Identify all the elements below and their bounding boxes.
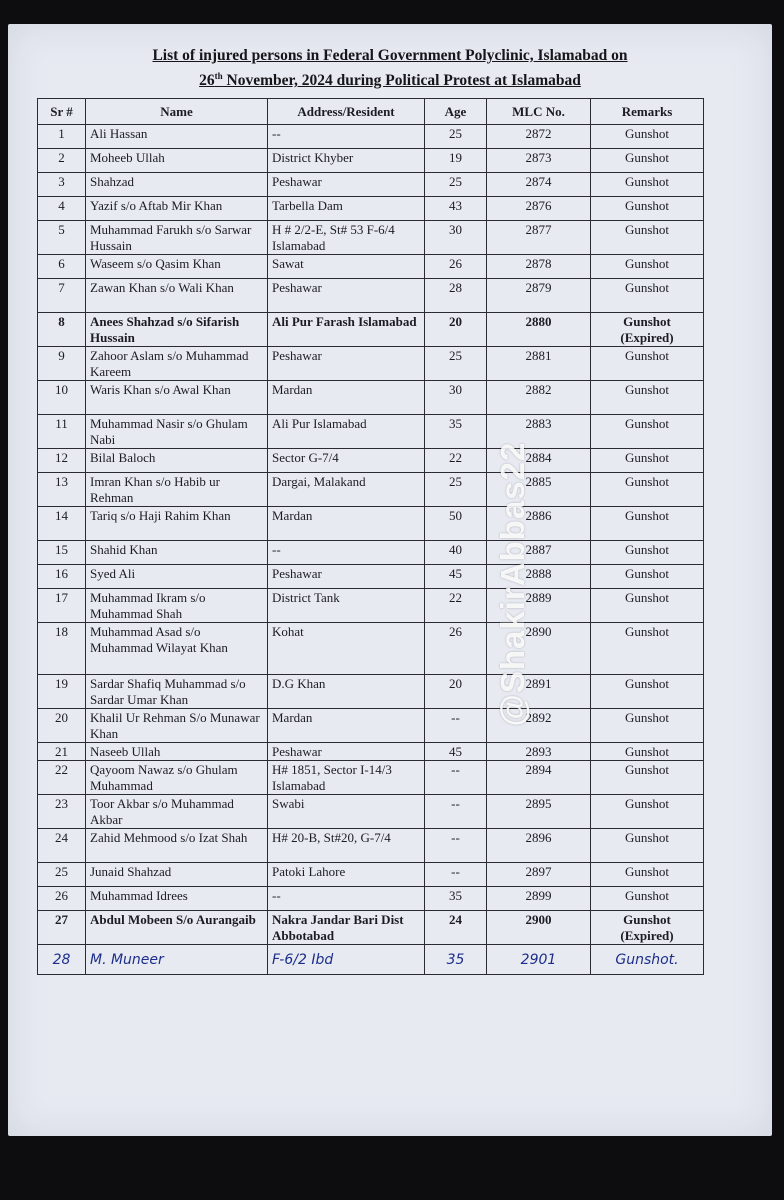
cell-age: -- xyxy=(425,761,487,795)
cell-age: 25 xyxy=(425,473,487,507)
document-title xyxy=(8,46,772,91)
cell-remarks: Gunshot xyxy=(591,473,704,507)
table-row xyxy=(38,829,704,863)
cell-name: Zawan Khan s/o Wali Khan xyxy=(86,279,268,313)
table-row xyxy=(38,221,704,255)
table-body xyxy=(38,125,704,975)
cell-mlc: 2876 xyxy=(487,197,591,221)
table-row xyxy=(38,173,704,197)
cell-mlc: 2879 xyxy=(487,279,591,313)
cell-sr: 12 xyxy=(38,449,86,473)
cell-age: 35 xyxy=(425,887,487,911)
table-header-row xyxy=(38,99,704,125)
cell-address: Peshawar xyxy=(268,565,425,589)
cell-address: H# 20-B, St#20, G-7/4 xyxy=(268,829,425,863)
cell-address: Patoki Lahore xyxy=(268,863,425,887)
cell-name: Muhammad Ikram s/o Muhammad Shah xyxy=(86,589,268,623)
cell-name: Shahzad xyxy=(86,173,268,197)
cell-age: 26 xyxy=(425,623,487,675)
header-mlc: MLC No. xyxy=(487,99,591,125)
cell-remarks: Gunshot xyxy=(591,347,704,381)
cell-mlc: 2874 xyxy=(487,173,591,197)
cell-remarks: Gunshot xyxy=(591,149,704,173)
cell-name: Moheeb Ullah xyxy=(86,149,268,173)
cell-remarks: Gunshot xyxy=(591,507,704,541)
cell-address: Kohat xyxy=(268,623,425,675)
cell-age: 22 xyxy=(425,449,487,473)
cell-remarks: Gunshot xyxy=(591,125,704,149)
cell-age: 28 xyxy=(425,279,487,313)
cell-address: H# 1851, Sector I-14/3 Islamabad xyxy=(268,761,425,795)
cell-address: Peshawar xyxy=(268,743,425,761)
cell-remarks: Gunshot xyxy=(591,415,704,449)
cell-sr: 1 xyxy=(38,125,86,149)
cell-sr: 14 xyxy=(38,507,86,541)
cell-address: Mardan xyxy=(268,381,425,415)
cell-remarks: Gunshot xyxy=(591,675,704,709)
table-row xyxy=(38,795,704,829)
table-row xyxy=(38,415,704,449)
cell-age: 35 xyxy=(425,945,487,975)
header-address: Address/Resident xyxy=(268,99,425,125)
cell-address: Peshawar xyxy=(268,279,425,313)
cell-mlc: 2883 xyxy=(487,415,591,449)
cell-remarks: Gunshot xyxy=(591,197,704,221)
cell-remarks: Gunshot xyxy=(591,381,704,415)
cell-age: -- xyxy=(425,829,487,863)
table-row xyxy=(38,863,704,887)
table-row xyxy=(38,709,704,743)
injured-persons-table xyxy=(37,98,704,975)
cell-mlc: 2891 xyxy=(487,675,591,709)
cell-mlc: 2880 xyxy=(487,313,591,347)
cell-address: Tarbella Dam xyxy=(268,197,425,221)
cell-address: Ali Pur Islamabad xyxy=(268,415,425,449)
cell-name: Shahid Khan xyxy=(86,541,268,565)
cell-mlc: 2897 xyxy=(487,863,591,887)
watermark: @ShakirAbbas22 xyxy=(494,441,531,727)
table-row xyxy=(38,675,704,709)
cell-name: Muhammad Idrees xyxy=(86,887,268,911)
cell-age: 40 xyxy=(425,541,487,565)
cell-remarks: Gunshot (Expired) xyxy=(591,911,704,945)
cell-name: Abdul Mobeen S/o Aurangaib xyxy=(86,911,268,945)
cell-name: Muhammad Asad s/o Muhammad Wilayat Khan xyxy=(86,623,268,675)
cell-name: M. Muneer xyxy=(86,945,268,975)
cell-address: -- xyxy=(268,887,425,911)
cell-sr: 26 xyxy=(38,887,86,911)
cell-address: Sector G-7/4 xyxy=(268,449,425,473)
cell-age: 22 xyxy=(425,589,487,623)
cell-remarks: Gunshot xyxy=(591,565,704,589)
cell-sr: 9 xyxy=(38,347,86,381)
cell-sr: 25 xyxy=(38,863,86,887)
cell-address: -- xyxy=(268,125,425,149)
table-row xyxy=(38,279,704,313)
cell-address: Swabi xyxy=(268,795,425,829)
cell-address: D.G Khan xyxy=(268,675,425,709)
cell-mlc: 2890 xyxy=(487,623,591,675)
title-day: 26 xyxy=(199,72,215,90)
cell-remarks: Gunshot. xyxy=(591,945,704,975)
cell-mlc: 2899 xyxy=(487,887,591,911)
cell-age: 19 xyxy=(425,149,487,173)
cell-name: Imran Khan s/o Habib ur Rehman xyxy=(86,473,268,507)
cell-age: 30 xyxy=(425,381,487,415)
title-day-suffix: th xyxy=(214,71,223,81)
cell-mlc: 2895 xyxy=(487,795,591,829)
cell-mlc: 2877 xyxy=(487,221,591,255)
cell-sr: 11 xyxy=(38,415,86,449)
cell-age: 20 xyxy=(425,675,487,709)
cell-mlc: 2901 xyxy=(487,945,591,975)
cell-name: Toor Akbar s/o Muhammad Akbar xyxy=(86,795,268,829)
cell-address: Nakra Jandar Bari Dist Abbotabad xyxy=(268,911,425,945)
cell-age: -- xyxy=(425,709,487,743)
cell-name: Naseeb Ullah xyxy=(86,743,268,761)
cell-age: 30 xyxy=(425,221,487,255)
cell-name: Junaid Shahzad xyxy=(86,863,268,887)
cell-remarks: Gunshot xyxy=(591,829,704,863)
cell-mlc: 2900 xyxy=(487,911,591,945)
cell-sr: 21 xyxy=(38,743,86,761)
cell-remarks: Gunshot xyxy=(591,279,704,313)
cell-age: 25 xyxy=(425,347,487,381)
cell-sr: 24 xyxy=(38,829,86,863)
cell-age: -- xyxy=(425,863,487,887)
cell-name: Tariq s/o Haji Rahim Khan xyxy=(86,507,268,541)
cell-name: Anees Shahzad s/o Sifarish Hussain xyxy=(86,313,268,347)
cell-mlc: 2888 xyxy=(487,565,591,589)
cell-sr: 20 xyxy=(38,709,86,743)
cell-age: 45 xyxy=(425,565,487,589)
cell-address: Peshawar xyxy=(268,347,425,381)
header-age: Age xyxy=(425,99,487,125)
cell-name: Waris Khan s/o Awal Khan xyxy=(86,381,268,415)
cell-sr: 10 xyxy=(38,381,86,415)
cell-sr: 16 xyxy=(38,565,86,589)
cell-mlc: 2896 xyxy=(487,829,591,863)
cell-address: Mardan xyxy=(268,709,425,743)
cell-sr: 23 xyxy=(38,795,86,829)
cell-sr: 28 xyxy=(38,945,86,975)
title-line-2 xyxy=(8,66,772,91)
cell-remarks: Gunshot xyxy=(591,709,704,743)
cell-mlc: 2885 xyxy=(487,473,591,507)
cell-mlc: 2886 xyxy=(487,507,591,541)
cell-address: H # 2/2-E, St# 53 F-6/4 Islamabad xyxy=(268,221,425,255)
cell-remarks: Gunshot xyxy=(591,623,704,675)
cell-sr: 2 xyxy=(38,149,86,173)
table-row xyxy=(38,887,704,911)
cell-age: 26 xyxy=(425,255,487,279)
cell-remarks: Gunshot xyxy=(591,863,704,887)
table-row xyxy=(38,125,704,149)
table-row xyxy=(38,945,704,975)
cell-sr: 18 xyxy=(38,623,86,675)
header-remarks: Remarks xyxy=(591,99,704,125)
cell-address: Peshawar xyxy=(268,173,425,197)
cell-sr: 7 xyxy=(38,279,86,313)
cell-mlc: 2882 xyxy=(487,381,591,415)
cell-remarks: Gunshot xyxy=(591,541,704,565)
cell-mlc: 2884 xyxy=(487,449,591,473)
cell-sr: 27 xyxy=(38,911,86,945)
cell-name: Ali Hassan xyxy=(86,125,268,149)
cell-age: 35 xyxy=(425,415,487,449)
cell-remarks: Gunshot (Expired) xyxy=(591,313,704,347)
cell-address: Sawat xyxy=(268,255,425,279)
cell-sr: 17 xyxy=(38,589,86,623)
cell-mlc: 2881 xyxy=(487,347,591,381)
table-row xyxy=(38,149,704,173)
cell-name: Qayoom Nawaz s/o Ghulam Muhammad xyxy=(86,761,268,795)
cell-name: Syed Ali xyxy=(86,565,268,589)
table-row xyxy=(38,197,704,221)
cell-address: District Khyber xyxy=(268,149,425,173)
cell-remarks: Gunshot xyxy=(591,221,704,255)
table-row xyxy=(38,911,704,945)
cell-sr: 15 xyxy=(38,541,86,565)
cell-remarks: Gunshot xyxy=(591,887,704,911)
cell-mlc: 2893 xyxy=(487,743,591,761)
cell-mlc: 2887 xyxy=(487,541,591,565)
cell-name: Muhammad Nasir s/o Ghulam Nabi xyxy=(86,415,268,449)
cell-sr: 19 xyxy=(38,675,86,709)
cell-age: 45 xyxy=(425,743,487,761)
cell-address: District Tank xyxy=(268,589,425,623)
cell-remarks: Gunshot xyxy=(591,589,704,623)
cell-name: Yazif s/o Aftab Mir Khan xyxy=(86,197,268,221)
document-sheet xyxy=(8,24,772,1136)
cell-age: 20 xyxy=(425,313,487,347)
cell-sr: 3 xyxy=(38,173,86,197)
cell-sr: 8 xyxy=(38,313,86,347)
cell-age: 50 xyxy=(425,507,487,541)
table-row xyxy=(38,507,704,541)
cell-name: Khalil Ur Rehman S/o Munawar Khan xyxy=(86,709,268,743)
table-row xyxy=(38,623,704,675)
cell-name: Bilal Baloch xyxy=(86,449,268,473)
table-row xyxy=(38,541,704,565)
cell-mlc: 2889 xyxy=(487,589,591,623)
cell-name: Sardar Shafiq Muhammad s/o Sardar Umar Khan xyxy=(86,675,268,709)
cell-age: 43 xyxy=(425,197,487,221)
cell-address: Mardan xyxy=(268,507,425,541)
cell-remarks: Gunshot xyxy=(591,743,704,761)
cell-age: -- xyxy=(425,795,487,829)
cell-mlc: 2894 xyxy=(487,761,591,795)
table-row xyxy=(38,589,704,623)
cell-address: Ali Pur Farash Islamabad xyxy=(268,313,425,347)
cell-age: 24 xyxy=(425,911,487,945)
cell-remarks: Gunshot xyxy=(591,449,704,473)
table-row xyxy=(38,255,704,279)
header-name: Name xyxy=(86,99,268,125)
table-row xyxy=(38,347,704,381)
header-sr: Sr # xyxy=(38,99,86,125)
cell-name: Waseem s/o Qasim Khan xyxy=(86,255,268,279)
cell-sr: 13 xyxy=(38,473,86,507)
cell-sr: 6 xyxy=(38,255,86,279)
cell-address: F-6/2 Ibd xyxy=(268,945,425,975)
cell-mlc: 2873 xyxy=(487,149,591,173)
cell-name: Zahid Mehmood s/o Izat Shah xyxy=(86,829,268,863)
cell-sr: 4 xyxy=(38,197,86,221)
cell-sr: 5 xyxy=(38,221,86,255)
table-row xyxy=(38,313,704,347)
cell-address: -- xyxy=(268,541,425,565)
title-rest: November, 2024 during Political Protest at Islamabad xyxy=(222,72,581,90)
cell-name: Zahoor Aslam s/o Muhammad Kareem xyxy=(86,347,268,381)
cell-age: 25 xyxy=(425,173,487,197)
cell-mlc: 2878 xyxy=(487,255,591,279)
cell-remarks: Gunshot xyxy=(591,173,704,197)
table-row xyxy=(38,381,704,415)
table-row xyxy=(38,473,704,507)
cell-address: Dargai, Malakand xyxy=(268,473,425,507)
cell-remarks: Gunshot xyxy=(591,255,704,279)
cell-remarks: Gunshot xyxy=(591,795,704,829)
table-row xyxy=(38,761,704,795)
cell-remarks: Gunshot xyxy=(591,761,704,795)
cell-name: Muhammad Farukh s/o Sarwar Hussain xyxy=(86,221,268,255)
cell-mlc: 2892 xyxy=(487,709,591,743)
cell-sr: 22 xyxy=(38,761,86,795)
table-row xyxy=(38,743,704,761)
table-row xyxy=(38,565,704,589)
cell-mlc: 2872 xyxy=(487,125,591,149)
cell-age: 25 xyxy=(425,125,487,149)
table-row xyxy=(38,449,704,473)
title-line-1: List of injured persons in Federal Government Polyclinic, Islamabad on xyxy=(152,47,628,64)
